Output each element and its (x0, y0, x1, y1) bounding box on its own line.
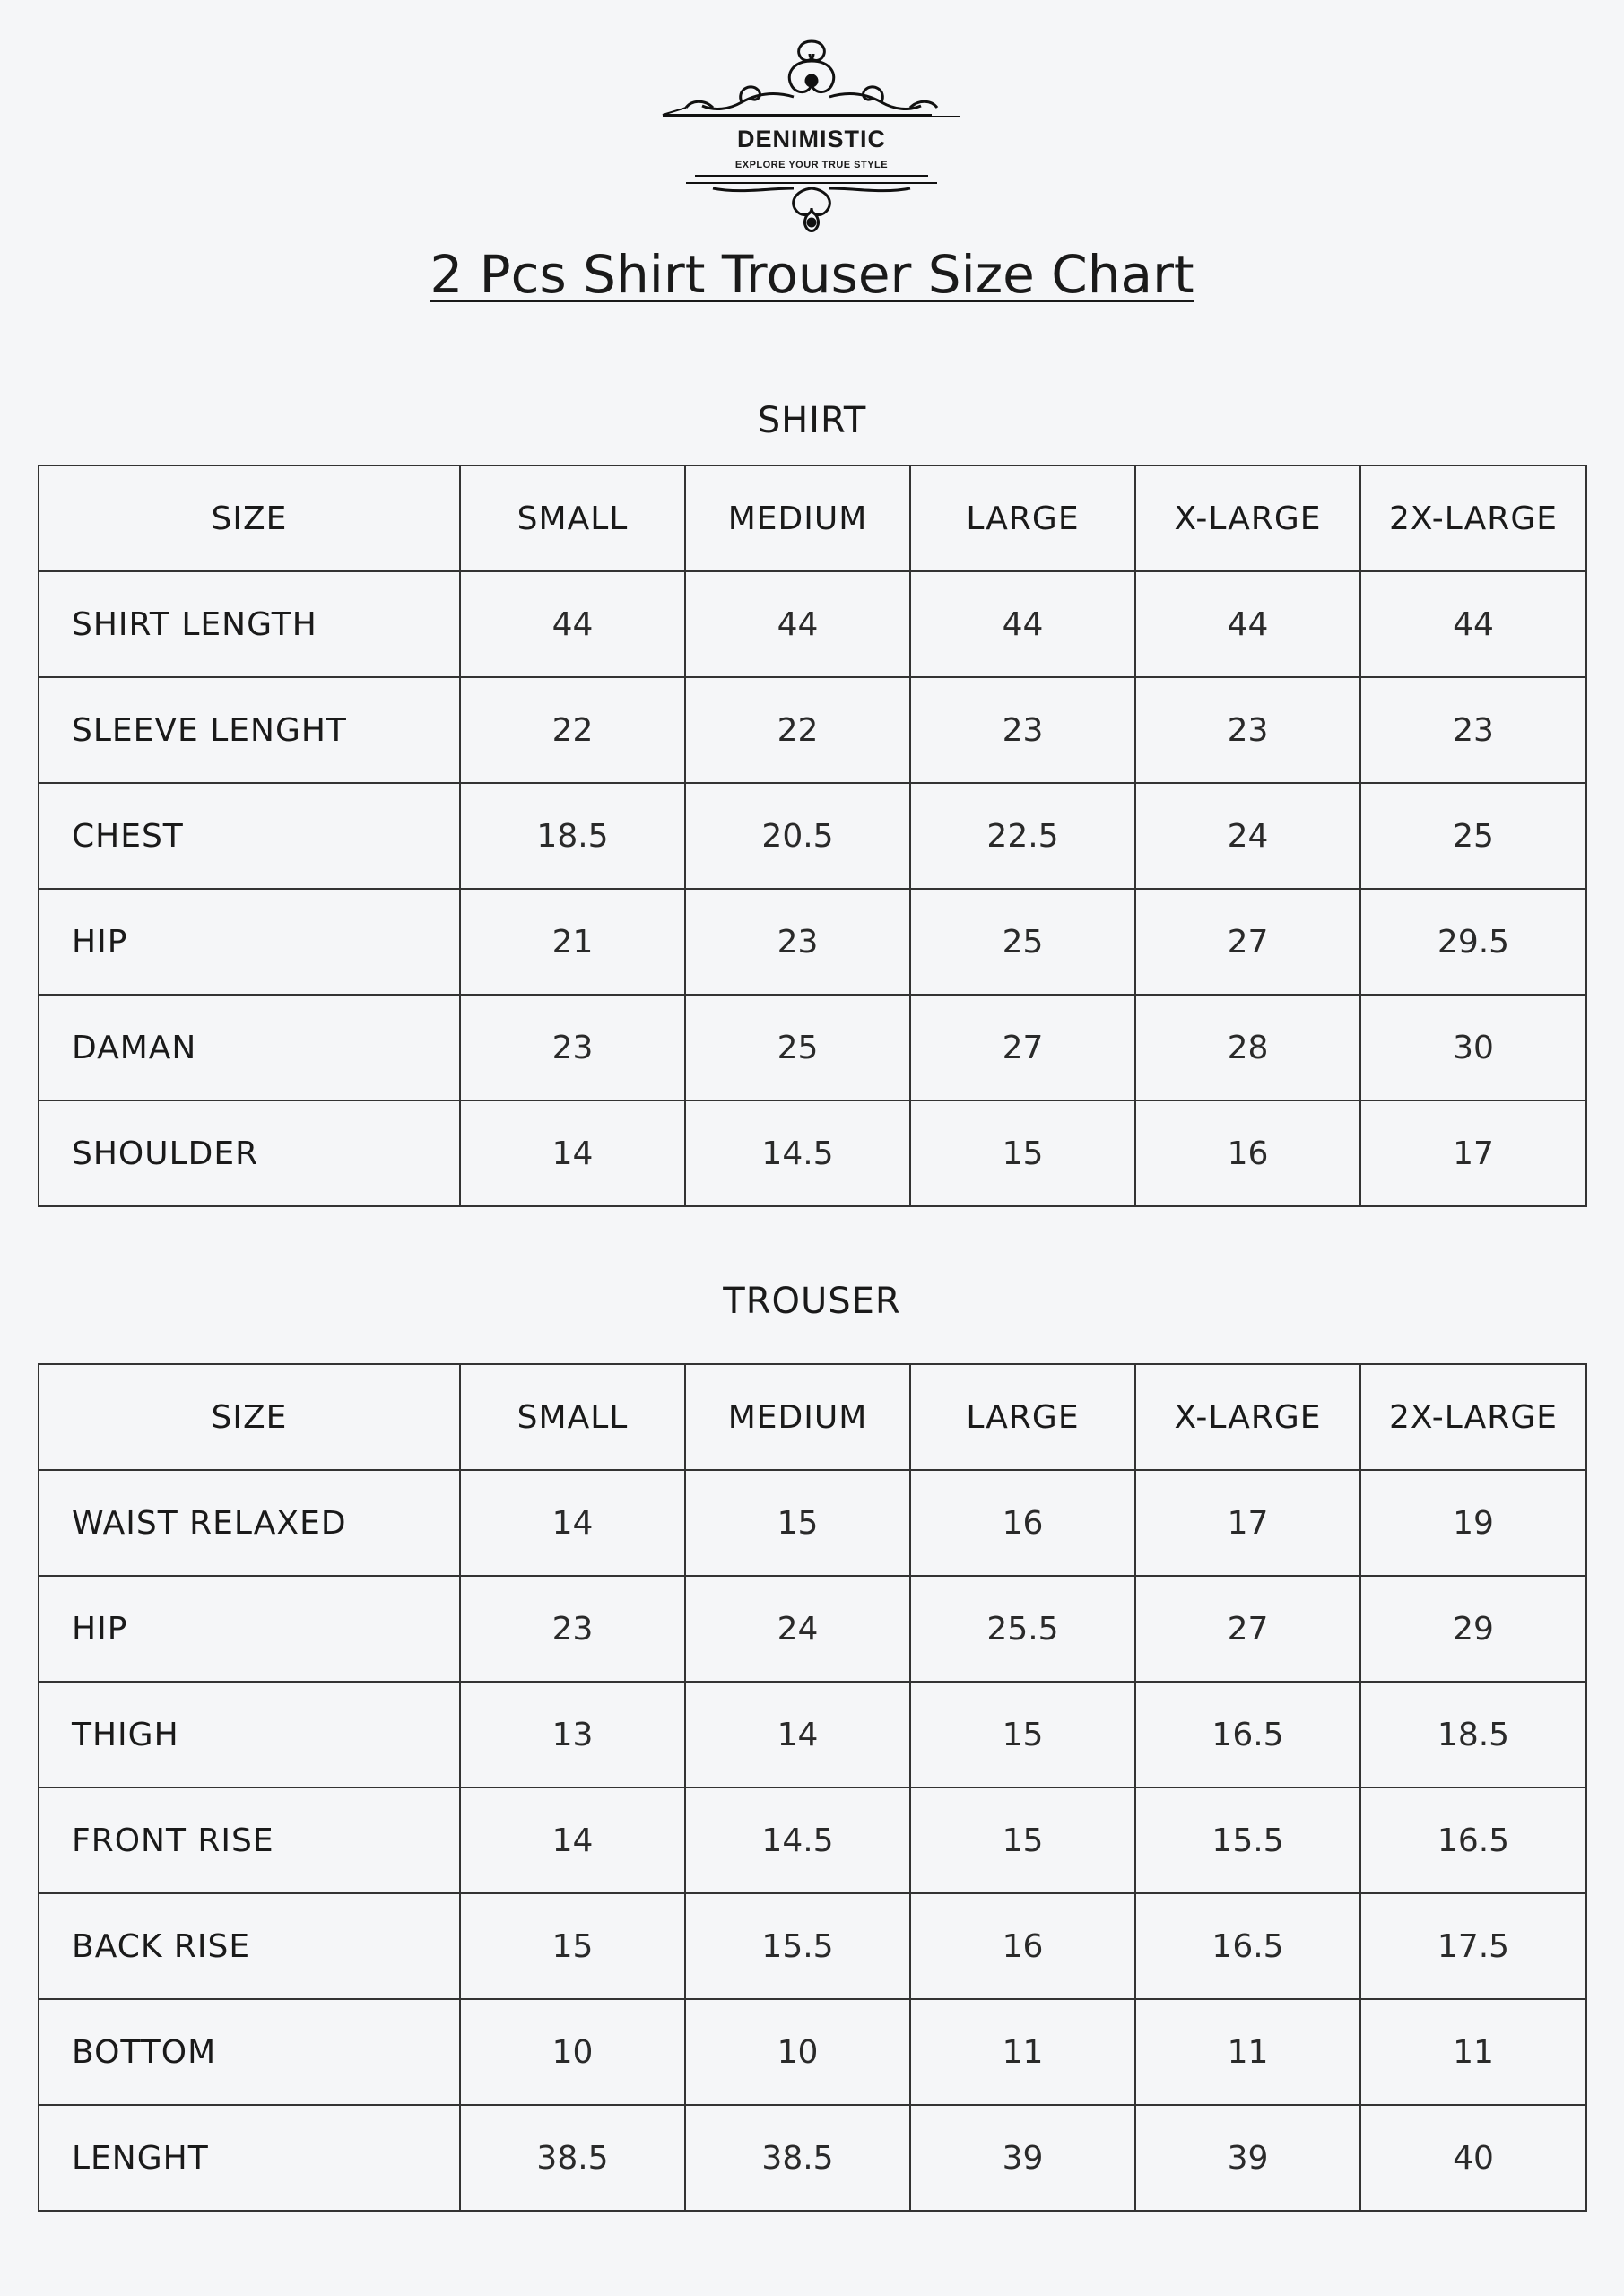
page-title: 2 Pcs Shirt Trouser Size Chart (430, 244, 1194, 305)
table-cell: 16 (910, 1893, 1135, 1999)
table-header-row (39, 1364, 1586, 1470)
table-cell: 29 (1360, 1576, 1586, 1682)
table-cell: 22 (685, 677, 910, 783)
table-cell: 16.5 (1135, 1682, 1360, 1787)
table-cell: 16 (1135, 1100, 1360, 1206)
table-cell: 44 (685, 571, 910, 677)
table-cell: 14.5 (685, 1787, 910, 1893)
column-header: SMALL (460, 465, 685, 571)
table-cell: 10 (685, 1999, 910, 2105)
table-cell: 13 (460, 1682, 685, 1787)
table-row (39, 889, 1586, 995)
table-cell: 40 (1360, 2105, 1586, 2211)
table-cell: 17 (1360, 1100, 1586, 1206)
table-cell: 20.5 (685, 783, 910, 889)
row-label: HIP (39, 1576, 460, 1682)
row-label: SLEEVE LENGHT (39, 677, 460, 783)
column-header: SMALL (460, 1364, 685, 1470)
row-label: LENGHT (39, 2105, 460, 2211)
table-cell: 25 (1360, 783, 1586, 889)
table-cell: 15 (460, 1893, 685, 1999)
table-cell: 44 (1135, 571, 1360, 677)
table-cell: 14 (685, 1682, 910, 1787)
table-cell: 25.5 (910, 1576, 1135, 1682)
table-header-row (39, 465, 1586, 571)
table-row (39, 571, 1586, 677)
row-label: WAIST RELAXED (39, 1470, 460, 1576)
table-row (39, 1100, 1586, 1206)
table-cell: 25 (910, 889, 1135, 995)
column-header: SIZE (39, 1364, 460, 1470)
table-cell: 24 (685, 1576, 910, 1682)
table-row (39, 1999, 1586, 2105)
row-label: BACK RISE (39, 1893, 460, 1999)
row-label: BOTTOM (39, 1999, 460, 2105)
row-label: SHIRT LENGTH (39, 571, 460, 677)
column-header: MEDIUM (685, 465, 910, 571)
row-label: THIGH (39, 1682, 460, 1787)
table-cell: 18.5 (1360, 1682, 1586, 1787)
row-label: DAMAN (39, 995, 460, 1100)
table-cell: 16.5 (1360, 1787, 1586, 1893)
column-header: MEDIUM (685, 1364, 910, 1470)
table-cell: 38.5 (460, 2105, 685, 2211)
table-cell: 39 (910, 2105, 1135, 2211)
column-header: X-LARGE (1135, 465, 1360, 571)
column-header: X-LARGE (1135, 1364, 1360, 1470)
trouser-size-table (38, 1363, 1587, 2212)
column-header: 2X-LARGE (1360, 465, 1586, 571)
table-cell: 23 (460, 995, 685, 1100)
table-row (39, 1893, 1586, 1999)
table-cell: 44 (1360, 571, 1586, 677)
table-cell: 15.5 (685, 1893, 910, 1999)
row-label: CHEST (39, 783, 460, 889)
table-cell: 15.5 (1135, 1787, 1360, 1893)
brand-name: DENIMISTIC (736, 126, 886, 152)
table-row (39, 1682, 1586, 1787)
table-cell: 29.5 (1360, 889, 1586, 995)
table-cell: 15 (685, 1470, 910, 1576)
table-cell: 19 (1360, 1470, 1586, 1576)
table-cell: 15 (910, 1682, 1135, 1787)
table-cell: 23 (1360, 677, 1586, 783)
table-cell: 25 (685, 995, 910, 1100)
table-cell: 24 (1135, 783, 1360, 889)
table-cell: 16 (910, 1470, 1135, 1576)
trouser-section-title: TROUSER (723, 1281, 901, 1322)
table-row (39, 1470, 1586, 1576)
table-row (39, 2105, 1586, 2211)
table-cell: 22.5 (910, 783, 1135, 889)
column-header: 2X-LARGE (1360, 1364, 1586, 1470)
table-row (39, 677, 1586, 783)
table-cell: 11 (1360, 1999, 1586, 2105)
table-cell: 30 (1360, 995, 1586, 1100)
row-label: SHOULDER (39, 1100, 460, 1206)
table-cell: 21 (460, 889, 685, 995)
table-cell: 17.5 (1360, 1893, 1586, 1999)
table-cell: 44 (910, 571, 1135, 677)
column-header: LARGE (910, 465, 1135, 571)
table-cell: 39 (1135, 2105, 1360, 2211)
table-cell: 16.5 (1135, 1893, 1360, 1999)
table-cell: 15 (910, 1787, 1135, 1893)
row-label: FRONT RISE (39, 1787, 460, 1893)
table-cell: 14 (460, 1100, 685, 1206)
table-cell: 22 (460, 677, 685, 783)
table-cell: 23 (685, 889, 910, 995)
table-cell: 18.5 (460, 783, 685, 889)
table-cell: 23 (910, 677, 1135, 783)
table-row (39, 995, 1586, 1100)
row-label: HIP (39, 889, 460, 995)
table-cell: 14 (460, 1470, 685, 1576)
shirt-section-title: SHIRT (757, 400, 867, 441)
table-cell: 11 (1135, 1999, 1360, 2105)
table-row (39, 1787, 1586, 1893)
shirt-size-table (38, 465, 1587, 1207)
column-header: SIZE (39, 465, 460, 571)
table-cell: 14.5 (685, 1100, 910, 1206)
table-cell: 27 (1135, 1576, 1360, 1682)
table-cell: 15 (910, 1100, 1135, 1206)
column-header: LARGE (910, 1364, 1135, 1470)
table-cell: 38.5 (685, 2105, 910, 2211)
table-cell: 28 (1135, 995, 1360, 1100)
table-cell: 17 (1135, 1470, 1360, 1576)
table-cell: 23 (460, 1576, 685, 1682)
table-cell: 11 (910, 1999, 1135, 2105)
table-row (39, 783, 1586, 889)
table-cell: 27 (910, 995, 1135, 1100)
table-cell: 44 (460, 571, 685, 677)
brand-tagline: EXPLORE YOUR TRUE STYLE (734, 160, 889, 170)
table-cell: 10 (460, 1999, 685, 2105)
table-row (39, 1576, 1586, 1682)
table-cell: 14 (460, 1787, 685, 1893)
table-cell: 23 (1135, 677, 1360, 783)
table-cell: 27 (1135, 889, 1360, 995)
